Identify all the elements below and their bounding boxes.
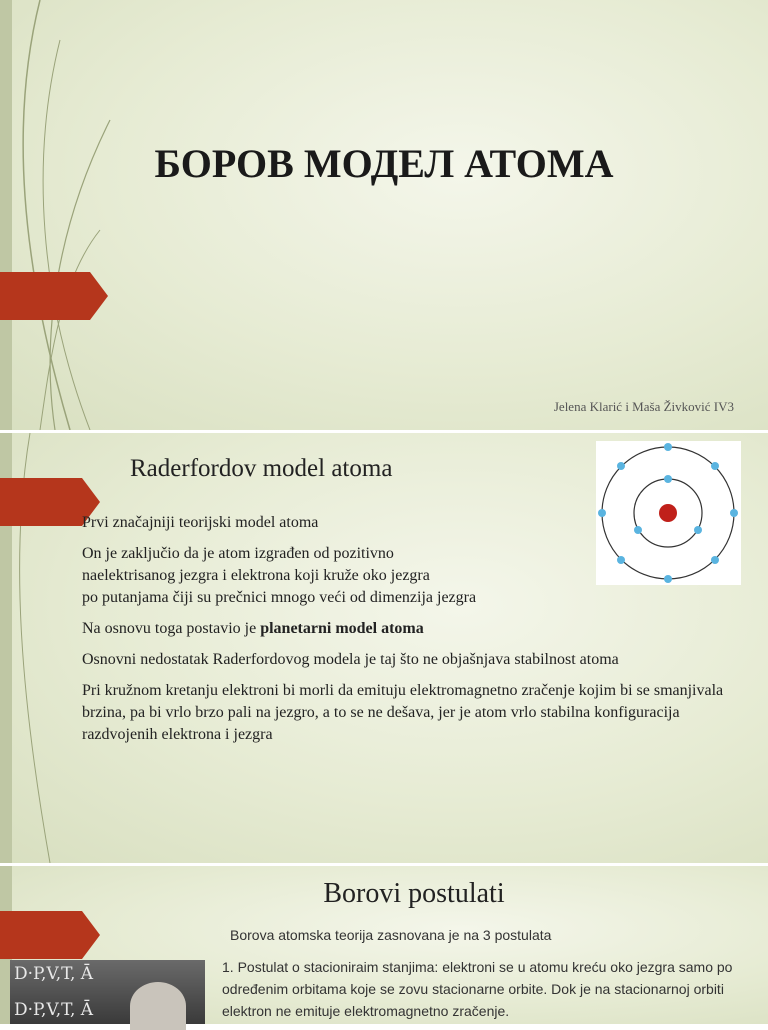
- bullet-item: Osnovni nedostatak Raderfordovog modela je taj što ne objašnjava stabilnost atoma: [82, 651, 619, 668]
- slide-title: Raderfordov model atoma: [130, 455, 393, 482]
- postulate-paragraph: 1. Postulat o stacioniraim stanjima: elektroni se u atomu kreću oko jezgra samo po određenim orbitama koje se zovu stacionarne orbite. Dok je na stacionarnoj orbiti elektron ne emituje elektromagnetno zračenje.: [222, 959, 733, 1019]
- photo-board-text: D·P,V,T, Ā: [14, 1000, 94, 1020]
- emphasis-text: planetarni model atoma: [260, 620, 424, 637]
- accent-tab-point: [82, 911, 100, 959]
- accent-tab-point: [90, 272, 108, 320]
- bullet-item: Prvi značajniji teorijski model atoma: [82, 514, 319, 531]
- bullet-item: Na osnovu toga postavio je planetarni model atoma: [82, 620, 424, 637]
- accent-tab: [0, 911, 82, 959]
- slide-1: [0, 0, 768, 430]
- slide-title: Borovi postulati: [323, 878, 505, 909]
- accent-tab: [0, 272, 90, 320]
- slide-title: БОРОВ МОДЕЛ АТОМА: [154, 141, 614, 186]
- photo-board-text: D·P,V,T, Ā: [14, 964, 94, 984]
- bullet-item: On je zaključio da je atom izgrađen od pozitivno naelektrisanog jezgra i elektrona koji kruže oko jezgra po putanjama čiji su prečnici mnogo veći od dimenzija jezgra: [82, 545, 477, 606]
- bullet-item: Pri kružnom kretanju elektroni bi morli da emituju elektromagnetno zračenje kojim bi se smanjivala brzina, pa bi vrlo brzo pali na jezgro, a to se ne dešava, jer je atom vrlo stabilna konfiguracija razdvojenih elektrona i jezgra: [82, 682, 724, 743]
- bullet-list: [62, 512, 752, 755]
- photo-person: [130, 982, 186, 1030]
- bullet-item: Borova atomska teorija zasnovana je na 3 postulata: [230, 927, 552, 943]
- bohr-photo: [10, 960, 205, 1024]
- authors: Jelena Klarić i Maša Živković IV3: [553, 399, 734, 414]
- decorative-swirl: [0, 0, 120, 430]
